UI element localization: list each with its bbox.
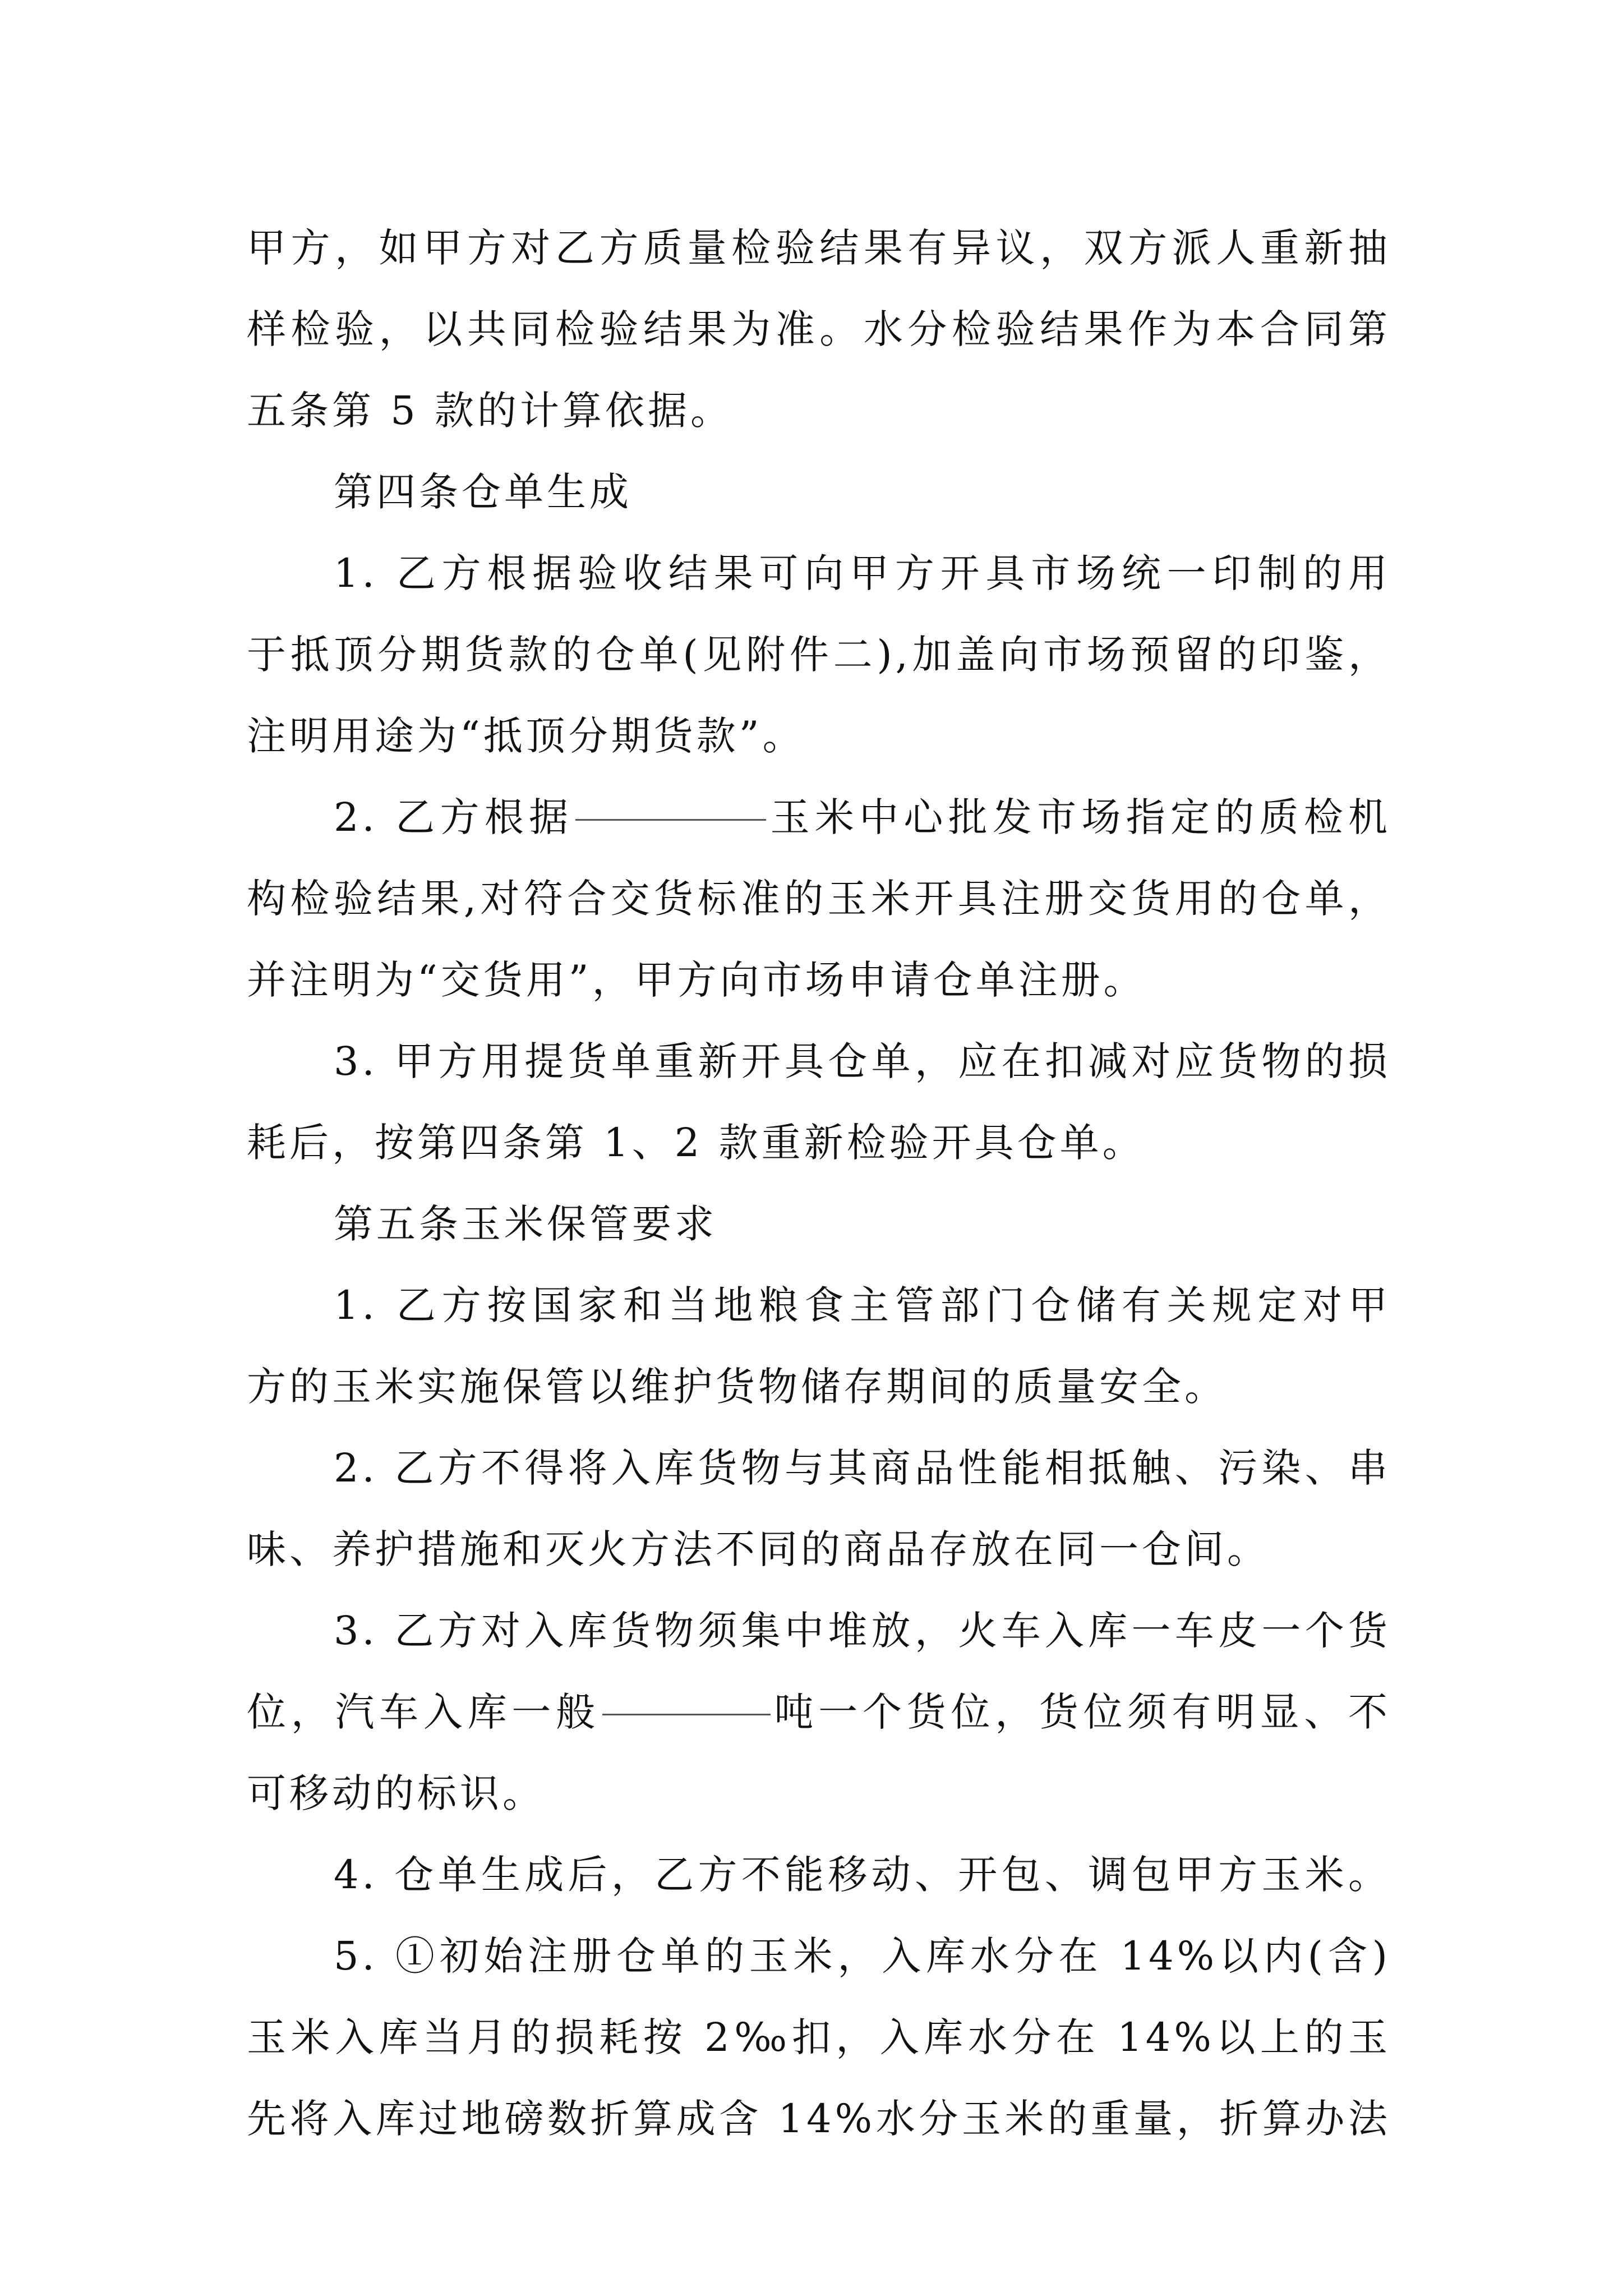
paragraph-line: 可移动的标识。 [247, 1770, 545, 1816]
paragraph-line: 玉米入库当月的损耗按 2‰扣，入库水分在 14%以上的玉 [247, 2014, 1391, 2060]
line-text-before-blank: 位，汽车入库一般 [247, 1689, 600, 1735]
fill-in-blank[interactable] [575, 818, 766, 821]
section-heading-article-5: 第五条玉米保管要求 [334, 1201, 717, 1247]
paragraph-line: 5. ①初始注册仓单的玉米，入库水分在 14%以内(含) [334, 1933, 1391, 1979]
paragraph-line: 1. 乙方按国家和当地粮食主管部门仓储有关规定对甲 [334, 1282, 1391, 1328]
paragraph-line: 先将入库过地磅数折算成含 14%水分玉米的重量，折算办法 [247, 2096, 1391, 2142]
section-heading-article-4: 第四条仓单生成 [334, 469, 632, 515]
paragraph-line: 1. 乙方根据验收结果可向甲方开具市场统一印制的用 [334, 550, 1391, 596]
paragraph-line: 耗后，按第四条第 1、2 款重新检验开具仓单。 [247, 1120, 1145, 1166]
paragraph-line: 并注明为“交货用”，甲方向市场申请仓单注册。 [247, 957, 1146, 1003]
line-text-after-blank: 玉米中心批发市场指定的质检机 [768, 794, 1391, 840]
paragraph-line: 样检验，以共同检验结果为准。水分检验结果作为本合同第 [247, 306, 1391, 352]
paragraph-line: 于抵顶分期货款的仓单(见附件二),加盖向市场预留的印鉴， [247, 632, 1391, 678]
paragraph-line: 3. 甲方用提货单重新开具仓单，应在扣减对应货物的损 [334, 1038, 1391, 1084]
paragraph-line: 注明用途为“抵顶分期货款”。 [247, 713, 805, 759]
paragraph-line: 4. 仓单生成后，乙方不能移动、开包、调包甲方玉米。 [334, 1852, 1391, 1898]
paragraph-line: 3. 乙方对入库货物须集中堆放，火车入库一车皮一个货 [334, 1608, 1391, 1654]
paragraph-line-with-blank [247, 777, 1391, 858]
paragraph-line: 味、养护措施和灭火方法不同的商品存放在同一仓间。 [247, 1526, 1270, 1572]
fill-in-blank[interactable] [602, 1713, 771, 1715]
line-text-before-blank: 2. 乙方根据 [334, 794, 574, 840]
paragraph-line: 方的玉米实施保管以维护货物储存期间的质量安全。 [247, 1364, 1227, 1410]
paragraph-line: 构检验结果,对符合交货标准的玉米开具注册交货用的仓单， [247, 876, 1391, 922]
paragraph-line: 五条第 5 款的计算依据。 [247, 388, 734, 434]
paragraph-line: 2. 乙方不得将入库货物与其商品性能相抵触、污染、串 [334, 1445, 1391, 1491]
paragraph-line-with-blank [247, 1672, 1391, 1753]
contract-text-body [247, 208, 1391, 2160]
paragraph-line: 甲方，如甲方对乙方质量检验结果有异议，双方派人重新抽 [247, 225, 1391, 271]
line-text-after-blank: 吨一个货位，货位须有明显、不 [772, 1689, 1391, 1735]
